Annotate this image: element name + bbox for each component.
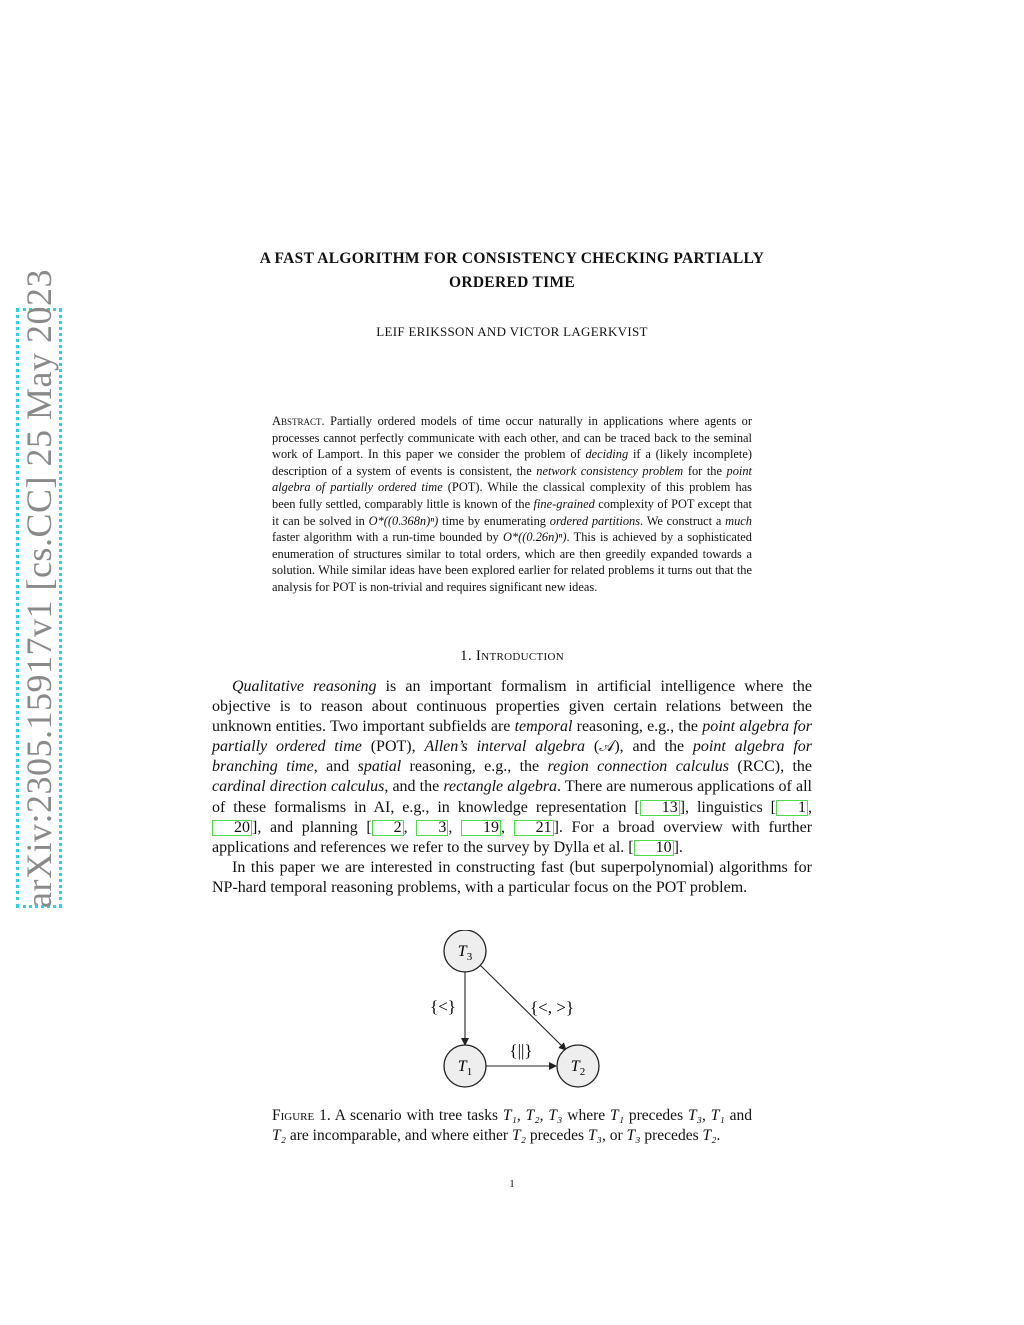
paper-authors: LEIF ERIKSSON AND VICTOR LAGERKVIST <box>376 324 648 339</box>
caption-label: Figure 1. <box>272 1107 331 1124</box>
citation-link[interactable]: 1 <box>776 800 808 816</box>
figure-1-graph <box>412 930 612 1090</box>
runtime-bound-ordered-partitions: O*((0.368n)ⁿ) <box>368 513 439 528</box>
arxiv-identifier: arXiv:2305.15917v1 [cs.CC] 25 May 2023 <box>19 269 59 908</box>
citation-link[interactable]: 10 <box>634 840 674 856</box>
introduction-body <box>212 677 812 898</box>
section-heading-introduction: 1. Introduction <box>460 648 564 664</box>
citation-link[interactable]: 21 <box>514 820 554 836</box>
edge-label-t3-t1: {<} <box>430 997 456 1016</box>
abstract: Abstract. Partially ordered models of time occur naturally in applications where agents or processes cannot perfectly communicate with each other, and can be traced back to the seminal work of Lamport. In this paper we consider the problem of deciding if a (likely incomplete) description of a system of events is consistent, the network consistency problem for the point algebra of partially ordered time (POT). While the classical complexity of this problem has been fully settled, comparably little is known of the fine-grained complexity of POT except that it can be solved in O*((0.368n)ⁿ) time by enumerating ordered partitions. We construct a much faster algorithm with a run-time bounded by O*((0.26n)ⁿ). This is achieved by a sophisticated enumeration of structures similar to total orders, which are then greedily expanded towards a solution. While similar ideas have been explored earlier for related problems it turns out that the analysis for POT is non-trivial and requires significant new ideas. <box>272 414 753 594</box>
svg-text:T2: $T_2$ <box>570 1058 586 1078</box>
citation-link[interactable]: 19 <box>461 820 501 836</box>
citation-link[interactable]: 13 <box>640 800 680 816</box>
figure-1-caption: Figure 1. A scenario with tree tasks T₁, T₂, T₃ where T₁ precedes T₃, T₁ and T₂ are incomparable, and where either T₂ precedes T₃, or T₃ precedes T₂. <box>272 1107 752 1144</box>
arxiv-sidebar <box>16 269 62 908</box>
edge-label-t1-t2: {||} <box>509 1041 533 1060</box>
intro-paragraph-1: Qualitative reasoning is an important formalism in artificial intelligence where the objective is to reason about continuous properties given certain relations between the unknown entities. Two important subfields are temporal reasoning, e.g., the point algebra for partially ordered time (POT), Allen’s interval algebra (𝒜), and the point algebra for branching time, and spatial reasoning, e.g., the region connection calculus (RCC), the cardinal direction calculus, and the rectangle algebra. There are numerous applications of all of these formalisms in AI, e.g., in knowledge representation [ 13 ], linguistics [ 1 , 20 ], and planning [ 2 , 3 , 19 , 21 ]. For a broad overview with further applications and references we refer to the survey by Dylla et al. [ 10 ]. <box>212 678 813 856</box>
node-t3 <box>444 930 486 972</box>
runtime-bound-new: O*((0.26n)ⁿ) <box>503 530 567 545</box>
citation-link[interactable]: 2 <box>372 820 404 836</box>
title-line-2: ORDERED TIME <box>448 274 576 291</box>
svg-text:T3: $T_3$ <box>457 943 473 963</box>
title-line-1: A FAST ALGORITHM FOR CONSISTENCY CHECKING PARTIALLY <box>259 250 765 267</box>
citation-link[interactable]: 3 <box>416 820 448 836</box>
node-t1 <box>444 1045 486 1087</box>
paper-title <box>212 247 812 295</box>
node-t2 <box>557 1045 599 1087</box>
edge-label-t3-t2: {<, >} <box>530 998 574 1017</box>
intro-paragraph-2: In this paper we are interested in constructing fast (but superpolynomial) algorithms for NP-hard temporal reasoning problems, with a particular focus on the POT problem. <box>212 858 812 896</box>
page-number: 1 <box>509 1178 515 1190</box>
svg-text:T1: $T_1$ <box>457 1058 473 1078</box>
abstract-label: Abstract. <box>272 414 325 428</box>
citation-link[interactable]: 20 <box>212 820 252 836</box>
